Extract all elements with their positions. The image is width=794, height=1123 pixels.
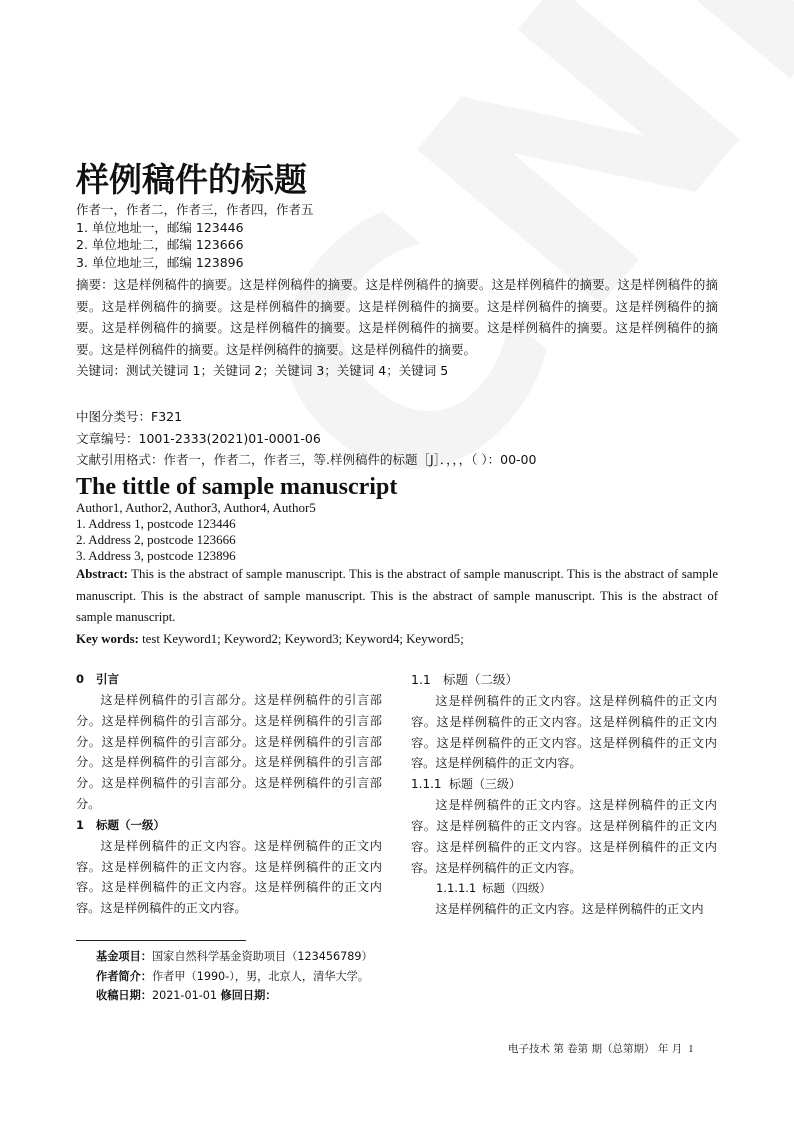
english-title: The tittle of sample manuscript [76,474,398,500]
section-heading: 1 标题（一级） [76,817,165,832]
chinese-title: 样例稿件的标题 [76,160,307,199]
chinese-abstract-block [76,274,718,382]
clc-number: 中图分类号：F321 [76,409,183,424]
subsection-heading: 1.1 标题（二级） [411,672,519,687]
date-note: 收稿日期：2021-01-01 修回日期： [96,989,277,1002]
article-number: 文章编号：1001-2333(2021)01-0001-06 [76,430,321,446]
section-paragraph: 这是样例稿件的正文内容。这是样例稿件的正文内 [435,902,704,917]
english-authors: Author1, Author2, Author3, Author4, Author5 [76,500,316,515]
chinese-author-block [76,201,718,271]
section-paragraph: 这是样例稿件的正文内容。这是样例稿件的正文内容。这是样例稿件的正文内容。这是样例稿件的正文内容。这是样例稿件的正文内容。这是样例稿件的正文内容。这是样例稿件的正文内容。 [411,694,717,771]
page-number: 1 [688,1044,694,1055]
subsubsection-heading: 1.1.1 标题（三级） [411,777,522,792]
english-affiliation: 2. Address 2, postcode 123666 [76,532,236,547]
english-author-block [76,500,718,564]
chinese-affiliation: 1. 单位地址一，邮编 123446 [76,219,244,235]
chinese-abstract-label: 摘要： [76,277,114,292]
chinese-keywords [76,360,718,382]
classification-block [76,406,718,471]
chinese-keywords-label: 关键词： [76,363,127,378]
english-abstract-block [76,564,718,650]
chinese-affiliation: 2. 单位地址二，邮编 123666 [76,237,244,252]
paragraph-heading: 1.1.1.1 标题（四级） [436,881,551,896]
chinese-abstract-text: 这是样例稿件的摘要。这是样例稿件的摘要。这是样例稿件的摘要。这是样例稿件的摘要。这是样例稿件的摘要。这是样例稿件的摘要。这是样例稿件的摘要。这是样例稿件的摘要。这是样例稿件的摘要。这是样例稿件的摘要。这是样例稿件的摘要。这是样例稿件的摘要。这是样例稿件的摘要。这是样例稿件的摘要。这是样例稿件的摘要。这是样例稿件的摘要。这是样例稿件的摘要。这是样例稿件的摘要。 [76,277,718,357]
footnotes [96,947,373,1006]
right-column [411,669,717,920]
english-abstract-text: This is the abstract of sample manuscript. This is the abstract of sample manuscript. This is the abstract of sample manuscript. This is the abstract of sample manuscript. This is the abstract of sample manuscript. This is the abstract of sample manuscript. [76,567,719,624]
chinese-affiliation: 3. 单位地址三，邮编 123896 [76,254,244,270]
english-abstract-label: Abstract: [76,567,128,581]
english-keywords-text: test Keyword1; Keyword2; Keyword3; Keyword4; Keyword5; [142,631,464,646]
section-paragraph: 这是样例稿件的正文内容。这是样例稿件的正文内容。这是样例稿件的正文内容。这是样例稿件的正文内容。这是样例稿件的正文内容。这是样例稿件的正文内容。这是样例稿件的正文内容。 [76,838,382,916]
section-paragraph: 这是样例稿件的正文内容。这是样例稿件的正文内容。这是样例稿件的正文内容。这是样例稿件的正文内容。这是样例稿件的正文内容。这是样例稿件的正文内容。这是样例稿件的正文内容。 [411,798,717,875]
citation-format: 文献引用格式：作者一，作者二，作者三，等.样例稿件的标题［J］．，，，（ ）：00-00 [76,452,537,467]
english-affiliation: 3. Address 3, postcode 123896 [76,548,236,563]
english-abstract [76,564,718,629]
author-note: 作者简介：作者甲（1990-），男，北京人，清华大学。 [96,969,370,983]
chinese-abstract [76,274,718,360]
page-footer [508,1041,693,1056]
english-keywords-label: Key words: [76,631,139,646]
section-heading: 0 引言 [76,672,119,686]
english-keywords [76,629,718,651]
chinese-authors: 作者一，作者二，作者三，作者四，作者五 [76,202,314,217]
section-paragraph: 这是样例稿件的引言部分。这是样例稿件的引言部分。这是样例稿件的引言部分。这是样例稿件的引言部分。这是样例稿件的引言部分。这是样例稿件的引言部分。这是样例稿件的引言部分。这是样例稿件的引言部分。这是样例稿件的引言部分。这是样例稿件的引言部分。 [76,693,382,811]
fund-note: 基金项目：国家自然科学基金资助项目（123456789） [96,950,373,963]
footnote-rule [76,940,246,941]
english-affiliation: 1. Address 1, postcode 123446 [76,516,236,531]
left-column [76,669,382,919]
chinese-keywords-text: 测试关键词 1；关键词 2；关键词 3；关键词 4；关键词 5 [126,363,449,378]
journal-info: 电子技术 第 卷第 期（总第期） 年 月 [508,1043,683,1055]
